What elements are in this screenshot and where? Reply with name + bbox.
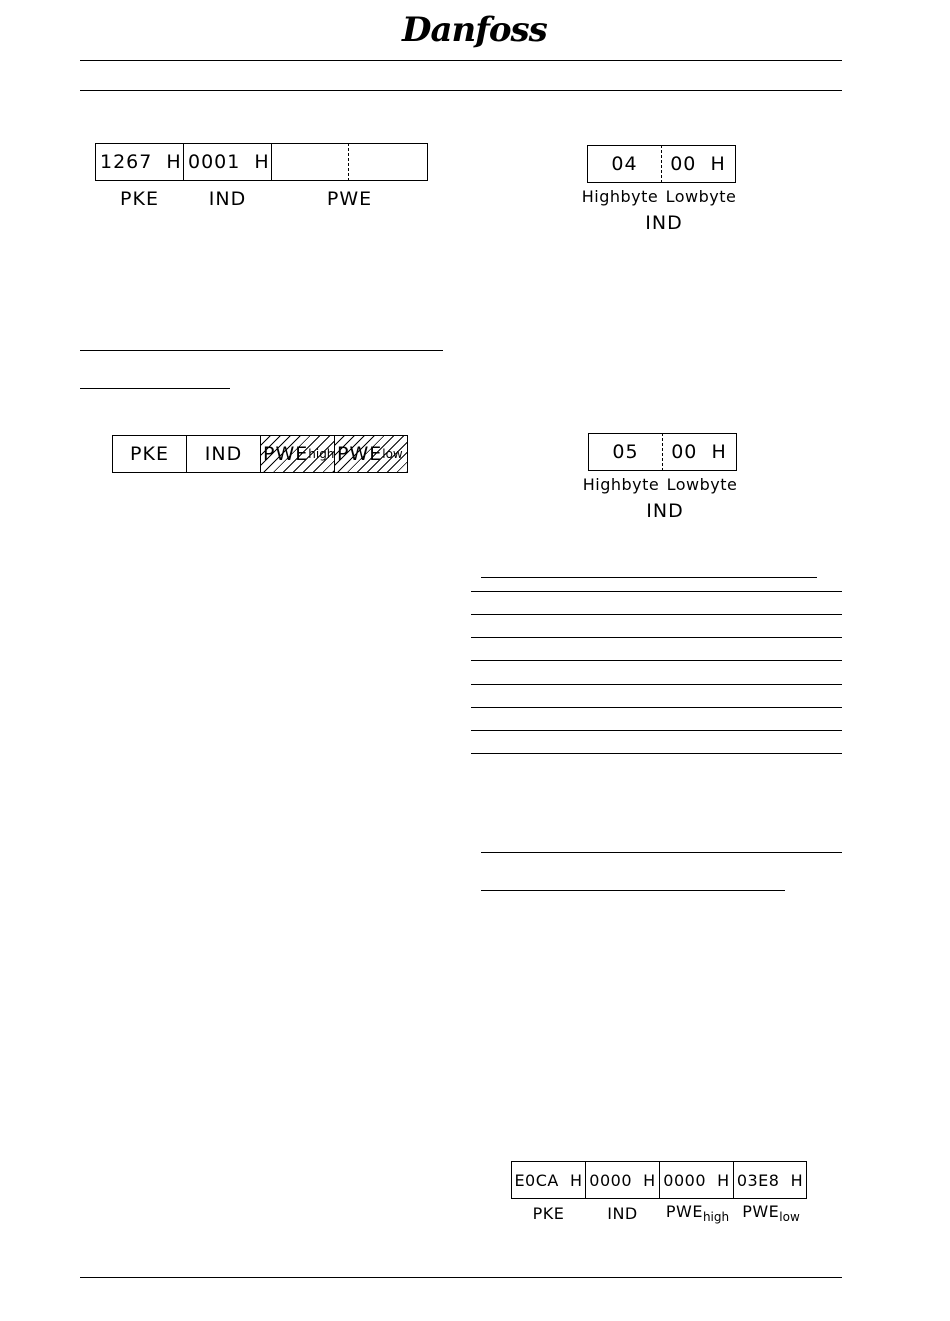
pwe-low-label xyxy=(733,1202,809,1224)
pke-field: PKE xyxy=(112,435,187,473)
footer-rule xyxy=(80,1277,842,1278)
table-row-rule xyxy=(471,637,842,638)
lowbyte-label: Lowbyte xyxy=(666,475,738,494)
section-rule xyxy=(80,350,443,351)
ind-field: 0001 H xyxy=(183,143,272,181)
lowbyte-value: 00 H xyxy=(670,153,726,175)
table-title-rule xyxy=(481,577,817,578)
ind-label: IND xyxy=(208,188,247,210)
lowbyte-label: Lowbyte xyxy=(665,187,737,206)
pke-field: 1267 H xyxy=(95,143,184,181)
pwe-low-text: PWE xyxy=(337,443,383,465)
pwe-high-label xyxy=(655,1202,740,1224)
pke-label: PKE xyxy=(120,188,159,210)
ind-label: IND xyxy=(645,212,683,234)
header-rule-top xyxy=(80,60,842,61)
pwe-field xyxy=(271,143,428,181)
danfoss-logo: Danfoss xyxy=(402,10,547,50)
table-row-rule xyxy=(471,591,842,592)
pwe-low-field xyxy=(334,435,408,473)
table-row-rule xyxy=(471,614,842,615)
table-row-rule xyxy=(471,730,842,731)
table-row-rule xyxy=(471,753,842,754)
highbyte-value: 04 xyxy=(611,153,638,175)
pwe-label: PWE xyxy=(326,188,373,210)
pwe-high-sub: high xyxy=(702,1210,730,1224)
pwe-high-sub: high xyxy=(308,447,335,461)
pwe-high-field: 0000 H xyxy=(659,1161,734,1199)
highbyte-value: 05 xyxy=(612,441,639,463)
pwe-high-text: PWE xyxy=(665,1202,703,1221)
byte-divider xyxy=(662,433,663,471)
ind-field: IND xyxy=(186,435,261,473)
section-rule-short xyxy=(80,388,230,389)
ind-label: IND xyxy=(646,500,684,522)
pwe-low-sub: low xyxy=(779,1210,800,1224)
table-row-rule xyxy=(471,707,842,708)
pwe-high-field xyxy=(260,435,335,473)
pwe-high-text: PWE xyxy=(263,443,309,465)
ind-field: 0000 H xyxy=(585,1161,660,1199)
pwe-divider xyxy=(348,143,349,181)
section-rule-short xyxy=(481,890,785,891)
pke-field: E0CA H xyxy=(511,1161,586,1199)
section-rule xyxy=(481,852,842,853)
pwe-low-field: 03E8 H xyxy=(733,1161,807,1199)
highbyte-label: Highbyte xyxy=(582,475,660,494)
pwe-low-sub: low xyxy=(382,447,403,461)
table-row-rule xyxy=(471,660,842,661)
pwe-low-text: PWE xyxy=(742,1202,780,1221)
pke-label: PKE xyxy=(532,1204,565,1223)
table-row-rule xyxy=(471,684,842,685)
byte-divider xyxy=(661,145,662,183)
ind-label: IND xyxy=(607,1204,638,1223)
highbyte-label: Highbyte xyxy=(581,187,659,206)
lowbyte-value: 00 H xyxy=(671,441,727,463)
header-rule-bottom xyxy=(80,90,842,91)
